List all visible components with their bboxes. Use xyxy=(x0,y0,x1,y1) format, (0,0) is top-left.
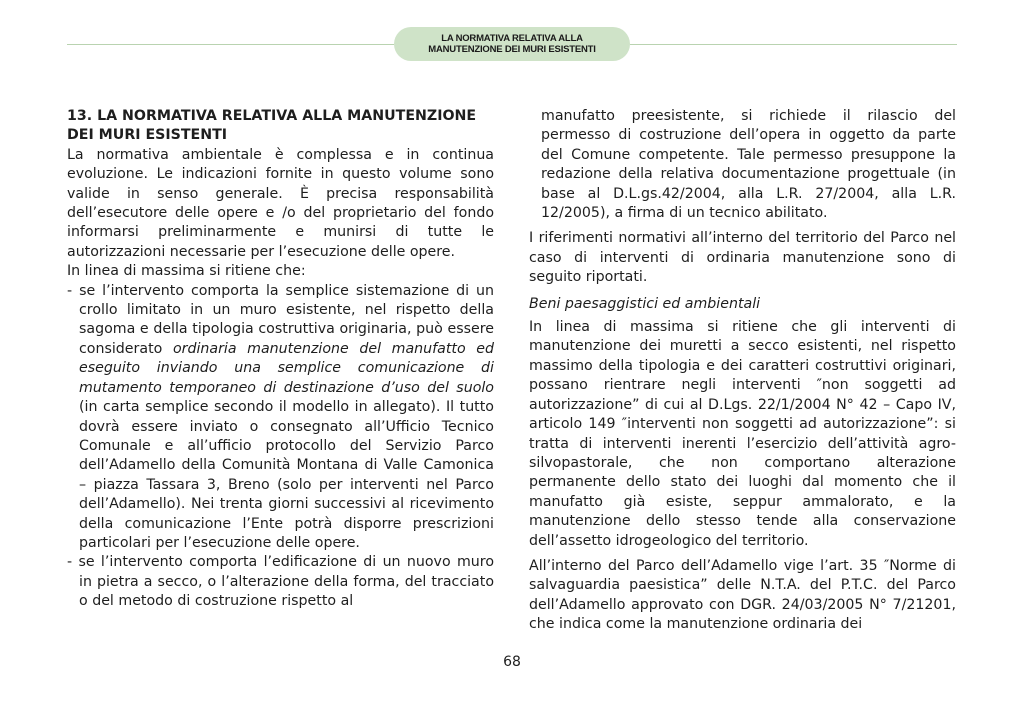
section-title: 13. LA NORMATIVA RELATIVA ALLA MANUTENZIONE DEI MURI ESISTENTI xyxy=(67,108,477,144)
lead-sentence: In linea di massima si ritiene che: xyxy=(67,263,306,280)
references-paragraph: I riferimenti normativi all’interno del territorio del Parco nel caso di interventi di ordinaria manutenzione sono di seguito riportati. xyxy=(529,230,956,286)
park-rules-paragraph: All’interno del Parco dell’Adamello vige l’art. 35 ″Norme di salvaguardia paesistica” delle N.T.A. del P.T.C. del Parco dell’Adamello approvato con DGR. 24/03/2005 N° 7/21201, che indica come la manutenzione ordinaria dei xyxy=(529,557,956,633)
right-column xyxy=(529,107,956,635)
bullet1-text-start: - se l’intervento comporta la semplice sistemazione di un crollo limitato in un muro esistente, nel rispetto della sagoma e della tipologia costruttiva originaria, può essere considerato xyxy=(67,282,494,357)
intro-paragraph: La normativa ambientale è complessa e in continua evoluzione. Le indicazioni fornite in questo volume sono valide in senso generale. È precisa responsabilità dell’esecutore delle opere e /o del proprietario del fondo informarsi preliminarmente e munirsi di tutte le autorizzazioni necessarie per l’esecuzione delle opere. xyxy=(67,146,494,260)
bullet-item-new-wall: - se l’intervento comporta l’edificazione di un nuovo muro in pietra a secco, o l’alterazione della forma, del tracciato o del metodo di costruzione rispetto al xyxy=(67,554,494,610)
bullet-item-minor-repair xyxy=(67,282,494,554)
running-header xyxy=(394,27,630,61)
bullet1-text-end: (in carta semplice secondo il modello in allegato). Il tutto dovrà essere inviato o consegnato all’Ufficio Tecnico Comunale e all’ufficio protocollo del Servizio Parco dell’Adamello della Comunità Montana di Valle Camonica – piazza Tassara 3, Breno (solo per interventi nel Parco dell’Adamello). Nei trenta giorni successivi al ricevimento della comunicazione l’Ente potrà disporre prescrizioni particolari per l’esecuzione delle opere. xyxy=(79,399,494,551)
header-rule-left xyxy=(67,44,394,45)
landscape-paragraph: In linea di massima si ritiene che gli interventi di manutenzione dei muretti a secco esistenti, nel rispetto massimo della tipologia e dei caratteri costruttivi originari, possano rientrare negli interventi ″non soggetti ad autorizzazione” di cui al D.Lgs. 22/1/2004 N° 42 – Capo IV, articolo 149 ″interventi non soggetti ad autorizzazione”: si tratta di interventi inerenti l’esercizio dell’attività agro-silvopastorale, che non comportano alterazione permanente dello stato dei luoghi dal momento che il manufatto già esiste, seppur ammalorato, e la manutenzione dello stesso tende alla conservazione dell’assetto idrogeologico del territorio. xyxy=(529,319,956,549)
continuation-paragraph: manufatto preesistente, si richiede il rilascio del permesso di costruzione dell’opera in oggetto da parte del Comune competente. Tale permesso presuppone la redazione della relativa documentazione progettuale (in base al D.L.gs.42/2004, alla L.R. 27/2004, alla L.R. 12/2005), a firma di un tecnico abilitato. xyxy=(541,108,956,222)
running-header-line1: LA NORMATIVA RELATIVA ALLA xyxy=(441,33,583,44)
running-header-line2: MANUTENZIONE DEI MURI ESISTENTI xyxy=(428,44,596,55)
page-number: 68 xyxy=(503,654,521,670)
left-column xyxy=(67,107,494,612)
bullet1-italic-text: ordinaria manutenzione del manufatto ed eseguito inviando una semplice comunicazione di mutamento temporaneo di destinazione d’uso del suolo xyxy=(79,340,494,396)
header-rule-right xyxy=(630,44,957,45)
subheading-beni-paesaggistici: Beni paesaggistici ed ambientali xyxy=(529,295,761,312)
